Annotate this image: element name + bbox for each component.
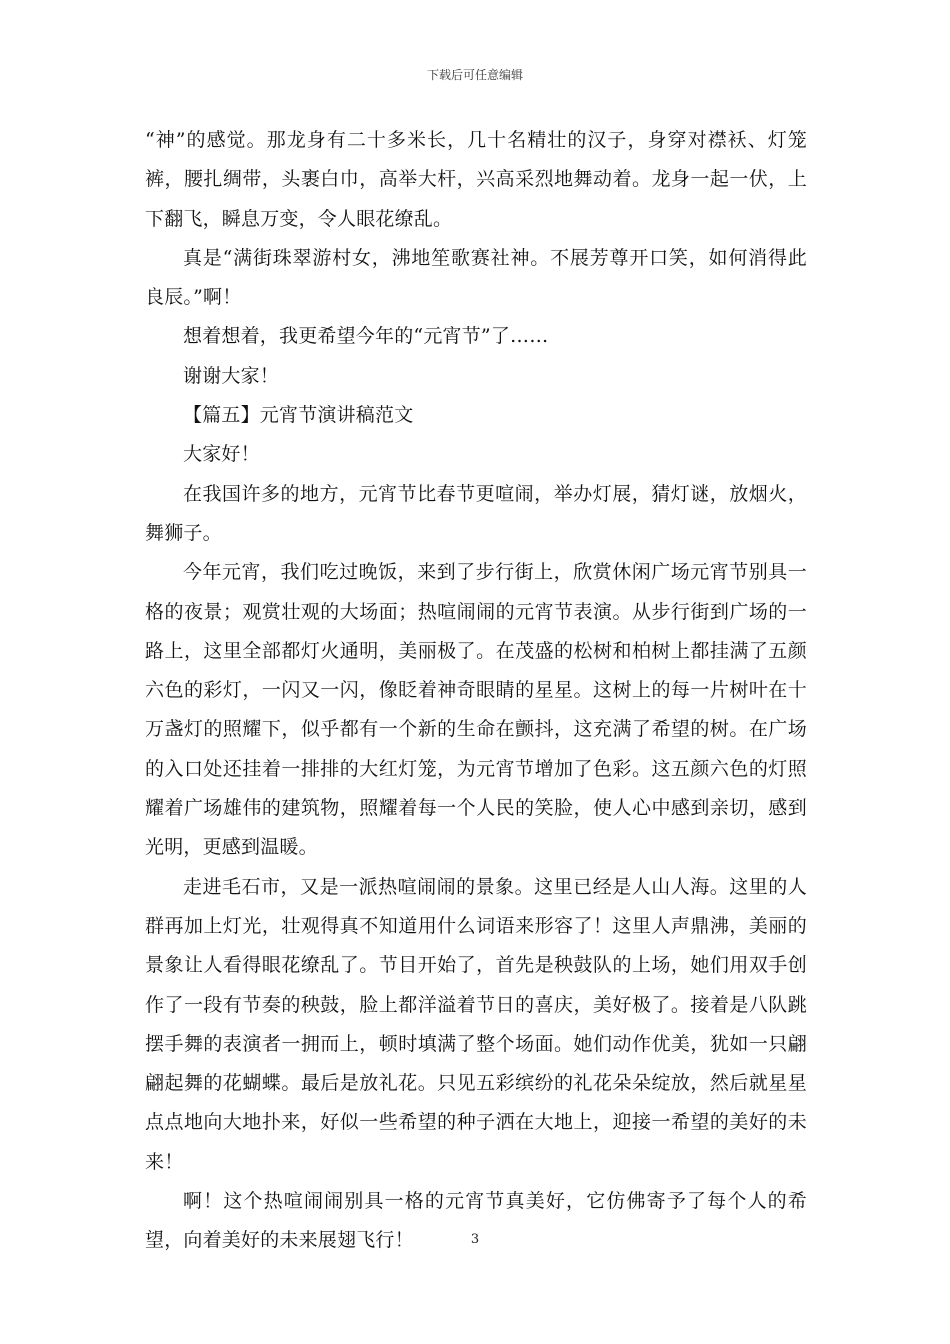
paragraph-conclusion: 啊！这个热喧闹闹别具一格的元宵节真美好，它仿佛寄予了每个人的希望，向着美好的未来展翅飞行！ [145,1190,807,1252]
paragraph-intro: 在我国许多的地方，元宵节比春节更喧闹，举办灯展，猜灯谜，放烟火，舞狮子。 [145,482,807,544]
page-number: 3 [470,1232,480,1247]
paragraph-quote: 真是“满街珠翠游村女，沸地笙歌赛社神。不展芳尊开口笑，如何消得此良辰。”啊！ [145,246,807,309]
page-header: 下载后可任意编辑 [426,68,523,82]
paragraph-night-scene: 今年元宵，我们吃过晚饭，来到了步行街上，欣赏休闲广场元宵节别具一格的夜景；观赏壮观的大场面；热喧闹闹的元宵节表演。从步行街到广场的一路上，这里全部都灯火通明，美丽极了。在茂盛的松树和柏树上都挂满了五颜六色的彩灯，一闪又一闪，像眨着神奇眼睛的星星。这树上的每一片树叶在十万盏灯的照耀下，似乎都有一个新的生命在颤抖，这充满了希望的树。在广场的入口处还挂着一排排的大红灯笼，为元宵节增加了色彩。这五颜六色的灯照耀着广场雄伟的建筑物，照耀着每一个人民的笑脸，使人心中感到亲切，感到光明，更感到温暖。 [145,561,807,859]
paragraph-greeting: 大家好！ [183,443,260,466]
paragraph-continued: “神”的感觉。那龙身有二十多米长，几十名精壮的汉子，身穿对襟袄、灯笼裤，腰扎绸带，头裹白巾，高举大杆，兴高采烈地舞动着。龙身一起一伏，上下翻飞，瞬息万变，令人眼花缭乱。 [145,129,807,230]
paragraph-performance: 走进毛石市，又是一派热喧闹闹的景象。这里已经是人山人海。这里的人群再加上灯光，壮观得真不知道用什么词语来形容了！这里人声鼎沸，美丽的景象让人看得眼花缭乱了。节目开始了，首先是秧鼓队的上场，她们用双手创作了一段有节奏的秧鼓，脸上都洋溢着节日的喜庆，美好极了。接着是八队跳摆手舞的表演者一拥而上，顿时填满了整个场面。她们动作优美，犹如一只翩翩起舞的花蝴蝶。最后是放礼花。只见五彩缤纷的礼花朵朵绽放，然后就星星点点地向大地扑来，好似一些希望的种子洒在大地上，迎接一希望的美好的未来！ [145,875,807,1173]
document-body [145,121,807,1261]
paragraph-thanks: 谢谢大家！ [183,364,280,387]
section-heading: 【篇五】元宵节演讲稿范文 [183,404,414,427]
paragraph-hope: 想着想着，我更希望今年的“元宵节”了…… [183,325,549,348]
